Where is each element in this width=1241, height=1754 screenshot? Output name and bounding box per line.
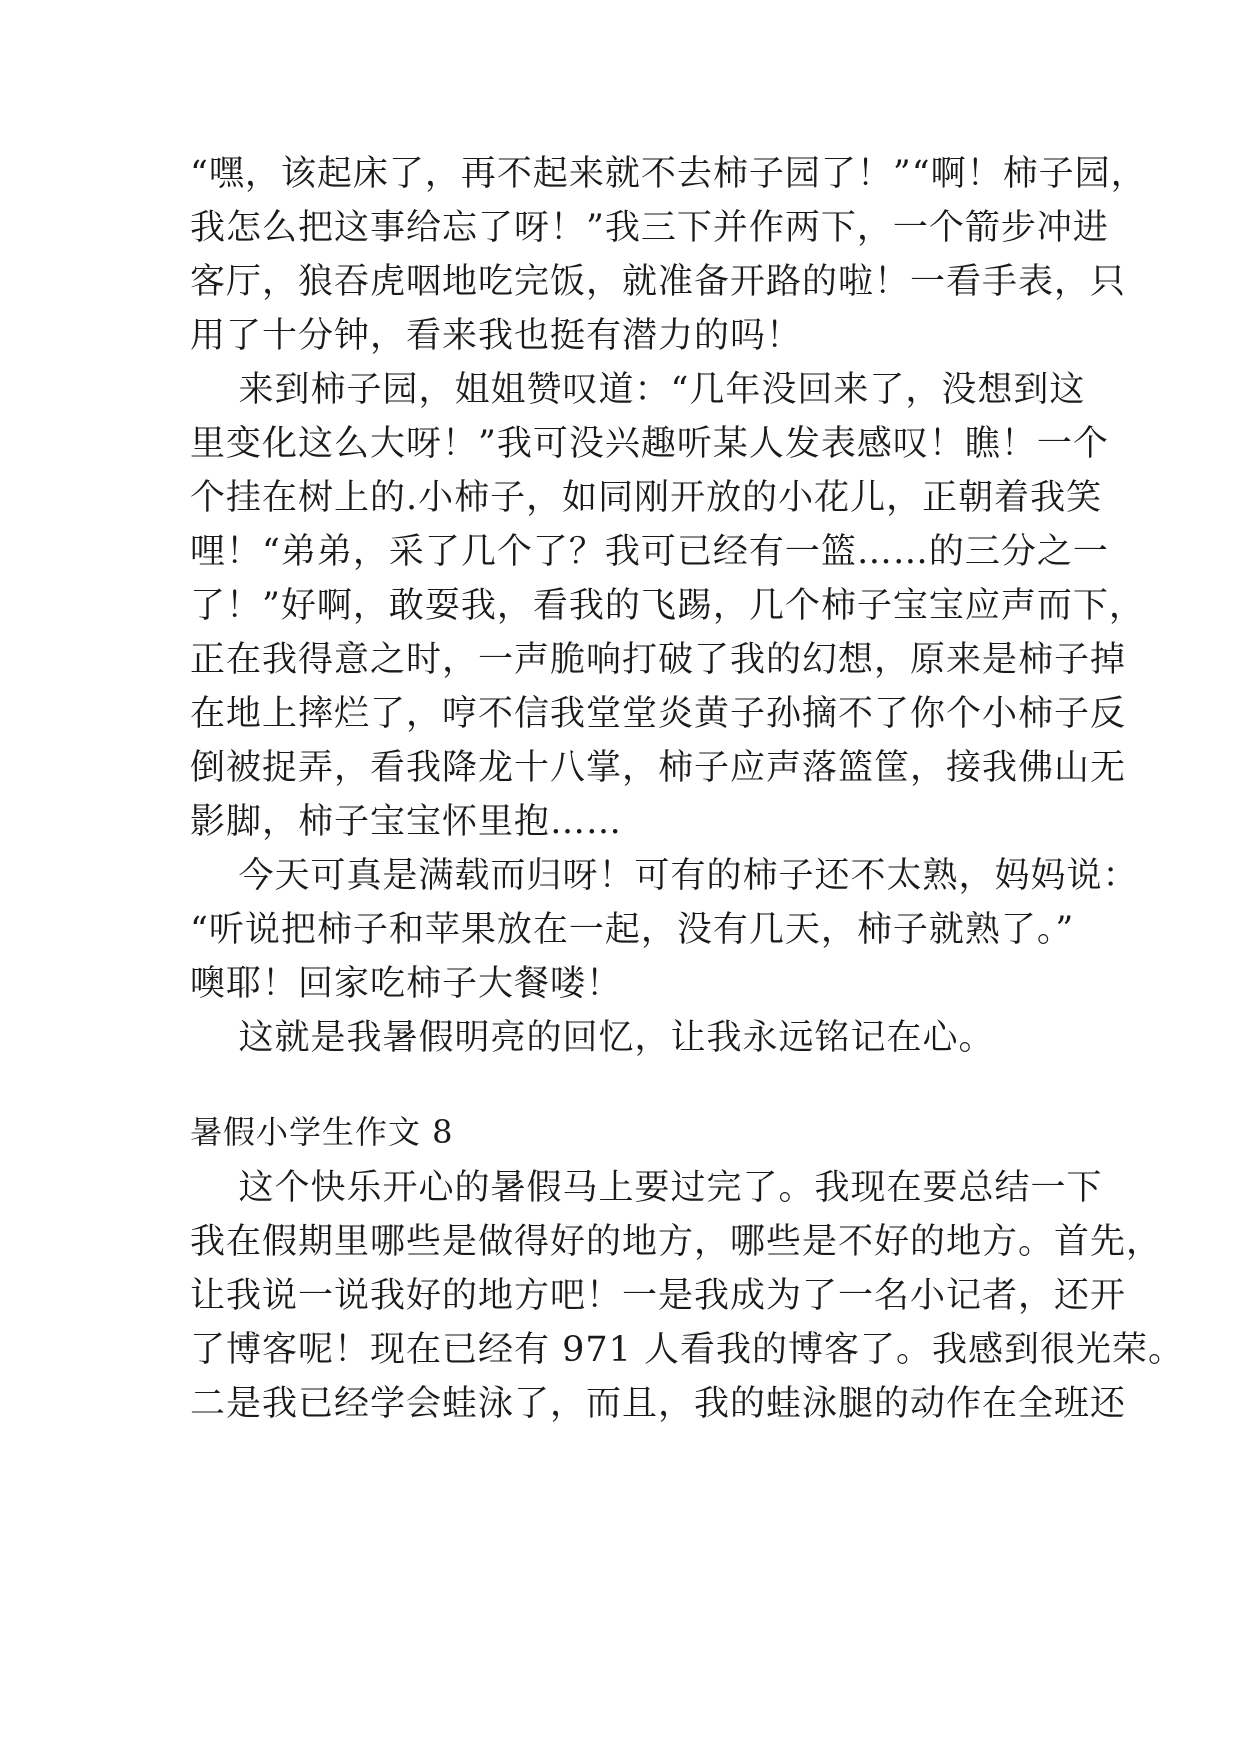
text-line: 影脚，柿子宝宝怀里抱……	[190, 802, 623, 842]
text-line: 这个快乐开心的暑假马上要过完了。我现在要总结一下	[190, 1168, 1103, 1208]
text-line: 正在我得意之时，一声脆响打破了我的幻想，原来是柿子掉	[190, 640, 1127, 680]
text-line: 这就是我暑假明亮的回忆，让我永远铭记在心。	[190, 1018, 995, 1058]
text-line: 今天可真是满载而归呀！可有的柿子还不太熟，妈妈说：	[190, 856, 1139, 896]
text-line: 里变化这么大呀！”我可没兴趣听某人发表感叹！瞧！一个	[190, 424, 1109, 464]
text-line: 用了十分钟，看来我也挺有潜力的吗！	[190, 316, 803, 356]
text-line: 在地上摔烂了，哼不信我堂堂炎黄子孙摘不了你个小柿子反	[190, 694, 1127, 734]
text-line: 了博客呢！现在已经有 971 人看我的博客了。我感到很光荣。	[190, 1330, 1185, 1370]
text-line: 二是我已经学会蛙泳了，而且，我的蛙泳腿的动作在全班还	[190, 1384, 1127, 1424]
text-line: “听说把柿子和苹果放在一起，没有几天，柿子就熟了。”	[190, 910, 1075, 950]
section-heading: 暑假小学生作文 8	[190, 1113, 454, 1151]
text-line: 我怎么把这事给忘了呀！”我三下并作两下，一个箭步冲进	[190, 208, 1109, 248]
text-line: 倒被捉弄，看我降龙十八掌，柿子应声落篮筐，接我佛山无	[190, 748, 1127, 788]
text-line: 我在假期里哪些是做得好的地方，哪些是不好的地方。首先，	[190, 1222, 1163, 1262]
text-line: 哩！“弟弟，采了几个了？我可已经有一篮……的三分之一	[190, 532, 1109, 572]
text-line: 噢耶！回家吃柿子大餐喽！	[190, 964, 623, 1004]
text-line: 个挂在树上的.小柿子，如同刚开放的小花儿，正朝着我笑	[190, 478, 1103, 518]
text-line: 客厅，狼吞虎咽地吃完饭，就准备开路的啦！一看手表，只	[190, 262, 1127, 302]
text-line: “嘿，该起床了，再不起来就不去柿子园了！”“啊！柿子园，	[190, 154, 1147, 194]
text-line: 了！”好啊，敢耍我，看我的飞踢，几个柿子宝宝应声而下，	[190, 586, 1145, 626]
text-line: 让我说一说我好的地方吧！一是我成为了一名小记者，还开	[190, 1276, 1127, 1316]
text-line: 来到柿子园，姐姐赞叹道：“几年没回来了，没想到这	[190, 370, 1086, 410]
